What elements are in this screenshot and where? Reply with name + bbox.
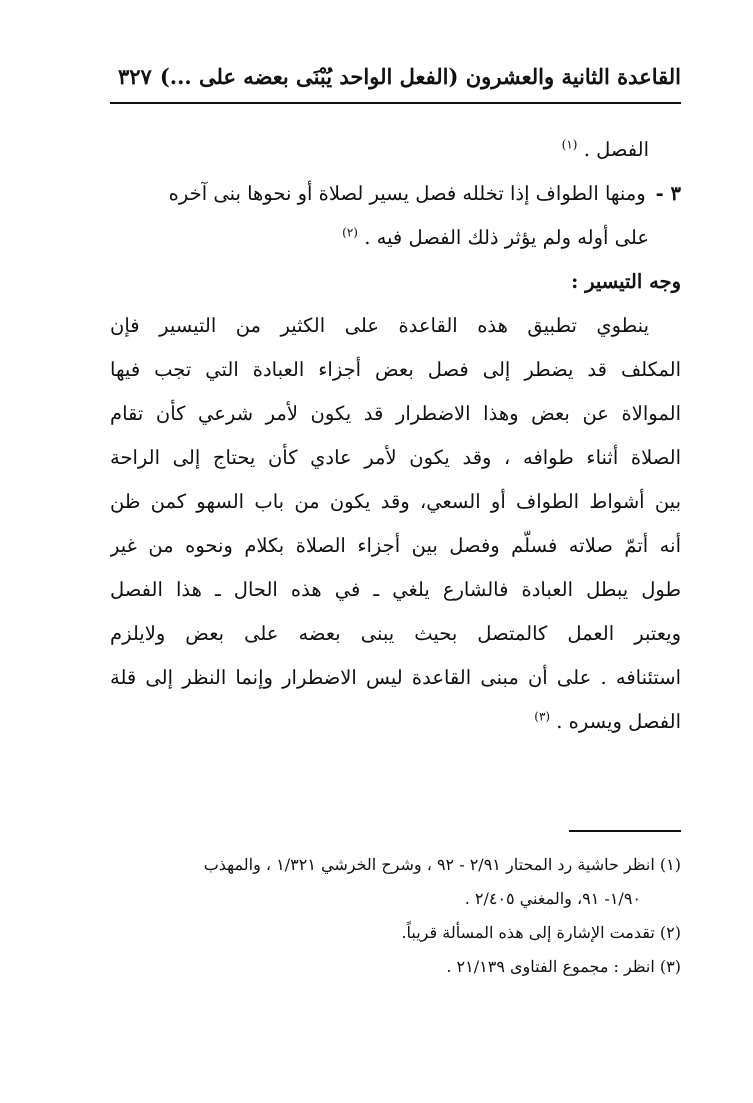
paragraph-line: المكلف قد يضطر إلى فصل بعض أجزاء العبادة التي تجب فيها (110, 358, 681, 381)
paragraph-line: ويعتبر العمل كالمتصل بحيث يبنى بعضه على بعض ولايلزم (110, 622, 681, 645)
running-title: القاعدة الثانية والعشرون (الفعل الواحد يُبْنَى بعضه على ...) (159, 64, 681, 89)
numbered-item (110, 172, 681, 216)
footnote-1-continued: ١/٩٠- ٩١، والمغني ٢/٤٠٥ . (464, 889, 641, 908)
text-line: الفصل . $^{(١)}$ (561, 137, 649, 161)
paragraph-line: أنه أتمّ صلاته فسلّم وفصل بين أجزاء الصلاة بكلام ونحوه من غير (110, 534, 681, 557)
paragraph-line: الموالاة عن بعض وهذا الاضطرار قد يكون لأمر شرعي كأن تقام (110, 402, 681, 425)
footnote-3: (٣) انظر : مجموع الفتاوى ٢١/١٣٩ . (446, 957, 681, 976)
text-line: على أوله ولم يؤثر ذلك الفصل فيه . $^{(٢)}$ (342, 225, 649, 249)
footnote-ref: (٢) (342, 225, 358, 240)
section-heading: وجه التيسير : (571, 270, 681, 293)
paragraph-line: استئنافه . على أن مبنى القاعدة ليس الاضطرار وإنما النظر إلى قلة (110, 666, 681, 689)
item-text: ومنها الطواف إذا تخلله فصل يسير لصلاة أو نحوها بنى آخره (168, 182, 646, 205)
paragraph-line: طول يبطل العبادة فالشارع يلغي ـ في هذه الحال ـ هذا الفصل (110, 578, 681, 601)
page-header (110, 58, 681, 104)
paragraph-line: بين أشواط الطواف أو السعي، وقد يكون من باب السهو كمن ظن (110, 490, 681, 513)
footnote-1: (١) انظر حاشية رد المحتار ٢/٩١ - ٩٢ ، وشرح الخرشي ١/٣٢١ ، والمهذب (203, 855, 681, 874)
paragraph-line: ينطوي تطبيق هذه القاعدة على الكثير من التيسير فإن (110, 314, 649, 337)
footnote-2: (٢) تقدمت الإشارة إلى هذه المسألة قريباً. (401, 923, 681, 942)
footnote-ref: (١) (561, 137, 578, 152)
paragraph-line: الصلاة أثناء طوافه ، وقد يكون لأمر عادي كأن يحتاج إلى الراحة (110, 446, 681, 469)
paragraph-line: الفصل ويسره . $^{(٣)}$ (534, 709, 681, 733)
item-number: ٣ - (655, 182, 681, 205)
page-number: ٣٢٧ (118, 64, 152, 89)
footnote-separator (569, 830, 681, 832)
footnotes (110, 848, 681, 984)
main-text (110, 128, 681, 744)
footnote-ref: (٣) (534, 709, 551, 724)
